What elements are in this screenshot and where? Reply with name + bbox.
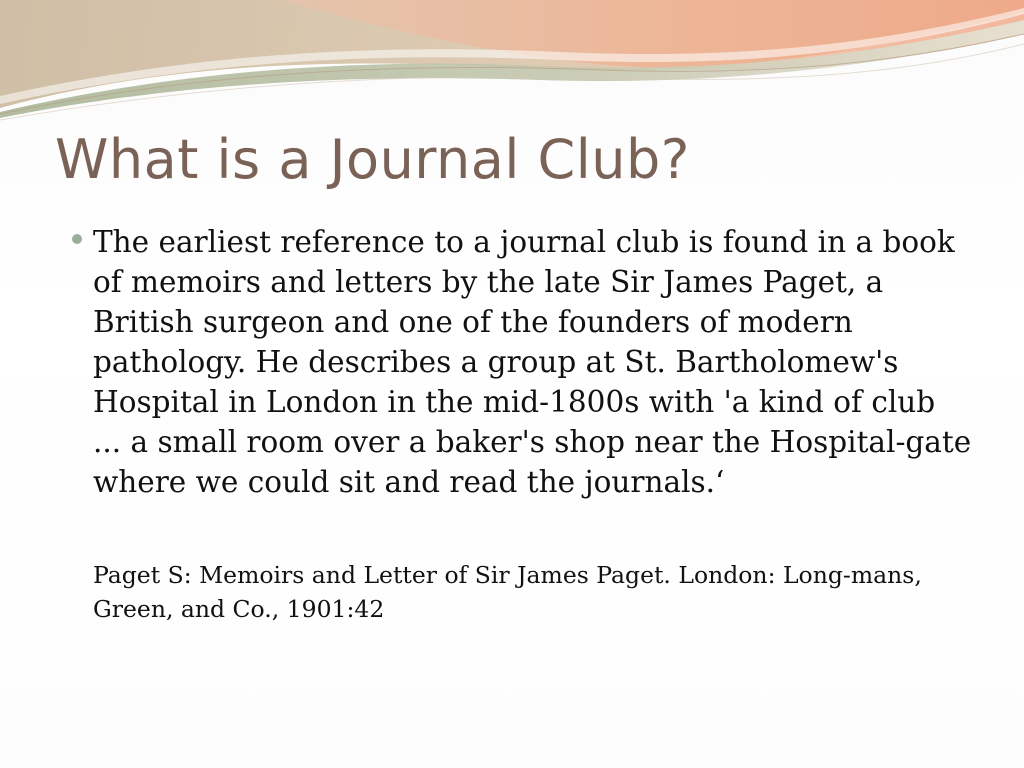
bullet-text: The earliest reference to a journal club is found in a book of memoirs and letters by the late Sir James Paget, a British surgeon and one of the founders of modern pathology. He describes a group at St. Bartholomew's Hospital in London in the mid-1800s with 'a kind of club ... a small room over a baker's shop near the Hospital-gate where we could sit and read the journals.‘ [93,225,972,499]
slide-body [72,222,972,626]
decorative-wave-header [0,0,1024,130]
citation: Paget S: Memoirs and Letter of Sir James Paget. London: Long-mans, Green, and Co., 1901:42 [93,561,922,623]
bullet-item [72,222,972,502]
bullet-dot-icon [72,234,82,244]
slide-title: What is a Journal Club? [55,128,690,191]
